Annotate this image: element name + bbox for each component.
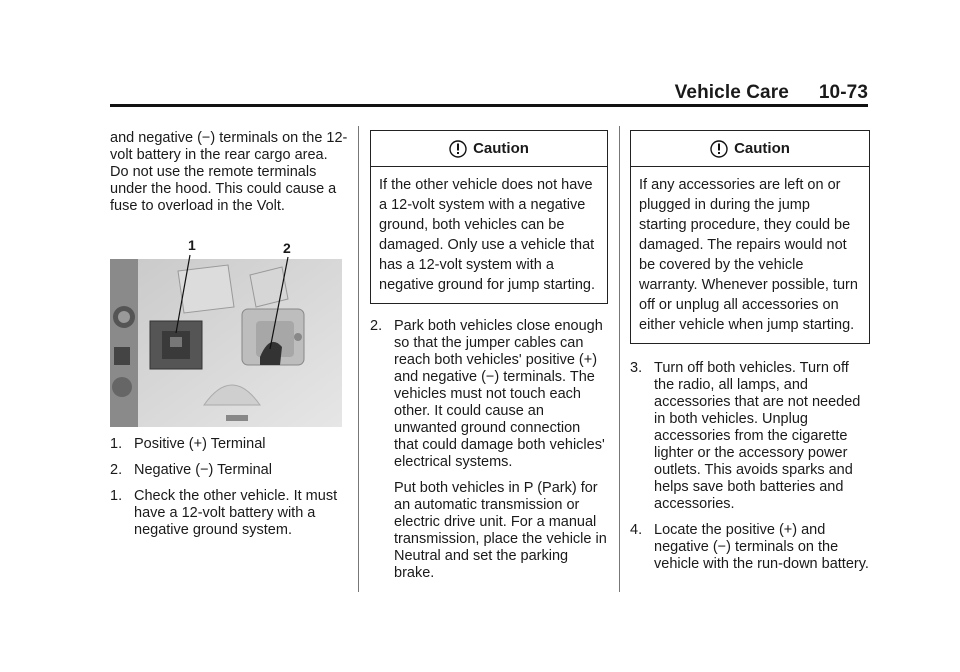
step-2 — [370, 318, 608, 471]
caution-body: If the other vehicle does not have a 12-volt system with a negative ground, both vehicles can be damaged. Only use a vehicle that has a 12-volt system with a negative ground for jump starting. — [379, 177, 596, 293]
figure-label-2: 2 — [283, 240, 291, 256]
caption-number: 2. — [110, 462, 123, 478]
caption-number: 1. — [110, 436, 123, 452]
step-number: 3. — [630, 360, 643, 376]
column-divider-2 — [619, 126, 620, 592]
step-3 — [630, 360, 870, 513]
caution-header — [371, 131, 607, 167]
step-text: Turn off both vehicles. Turn off the radio, all lamps, and accessories that are not needed in both vehicles. Unplug accessories from the cigarette lighter or the accessory power outlets. This avoids sparks and helps save both batteries and accessories. — [654, 360, 861, 512]
caution-icon — [710, 140, 728, 158]
column-3 — [630, 130, 870, 582]
battery-compartment-illustration — [110, 237, 342, 427]
step-2-continuation: Put both vehicles in P (Park) for an automatic transmission or electric drive unit. For a manual transmission, place the vehicle in Neutral and set the parking brake. — [394, 480, 607, 581]
caution-header — [631, 131, 869, 167]
column-1 — [110, 130, 348, 548]
caution-box-2 — [630, 130, 870, 344]
header-rule — [110, 104, 868, 107]
caution-box-1 — [370, 130, 608, 304]
caution-body: If any accessories are left on or plugged in during the jump starting procedure, they could be damaged. The repairs would not be covered by the vehicle warranty. Whenever possible, turn off or unplug all accessories on either vehicle when jump starting. — [639, 177, 858, 333]
page-number: 10-73 — [818, 82, 868, 103]
step-text: Park both vehicles close enough so that the jumper cables can reach both vehicles' positive (+) and negative (−) terminals. The vehicles must not touch each other. It could cause an unwanted ground connection that could damage both vehicles' electrical systems. — [394, 318, 605, 470]
step-1 — [110, 488, 348, 539]
step-text: Check the other vehicle. It must have a 12-volt battery with a negative ground system. — [134, 488, 338, 538]
caption-text: Negative (−) Terminal — [134, 462, 272, 478]
step-number: 2. — [370, 318, 383, 334]
caution-icon — [449, 140, 467, 158]
step-text: Locate the positive (+) and negative (−) terminals on the vehicle with the run-down battery. — [654, 522, 869, 572]
caution-title: Caution — [473, 140, 529, 157]
column-divider-1 — [358, 126, 359, 592]
step-number: 1. — [110, 488, 123, 504]
caption-text: Positive (+) Terminal — [134, 436, 266, 452]
caution-title: Caution — [734, 140, 790, 157]
step-number: 4. — [630, 522, 643, 538]
page-header — [675, 82, 868, 104]
column-2 — [370, 130, 608, 582]
intro-paragraph: and negative (−) terminals on the 12-volt battery in the rear cargo area. Do not use the remote terminals under the hood. This could cause a fuse to overload in the Volt. — [110, 130, 348, 214]
caption-negative — [110, 462, 348, 479]
step-4 — [630, 522, 870, 573]
caption-positive — [110, 436, 348, 453]
figure-label-1: 1 — [188, 237, 196, 253]
section-title: Vehicle Care — [674, 82, 789, 103]
battery-terminals-figure — [110, 237, 342, 427]
